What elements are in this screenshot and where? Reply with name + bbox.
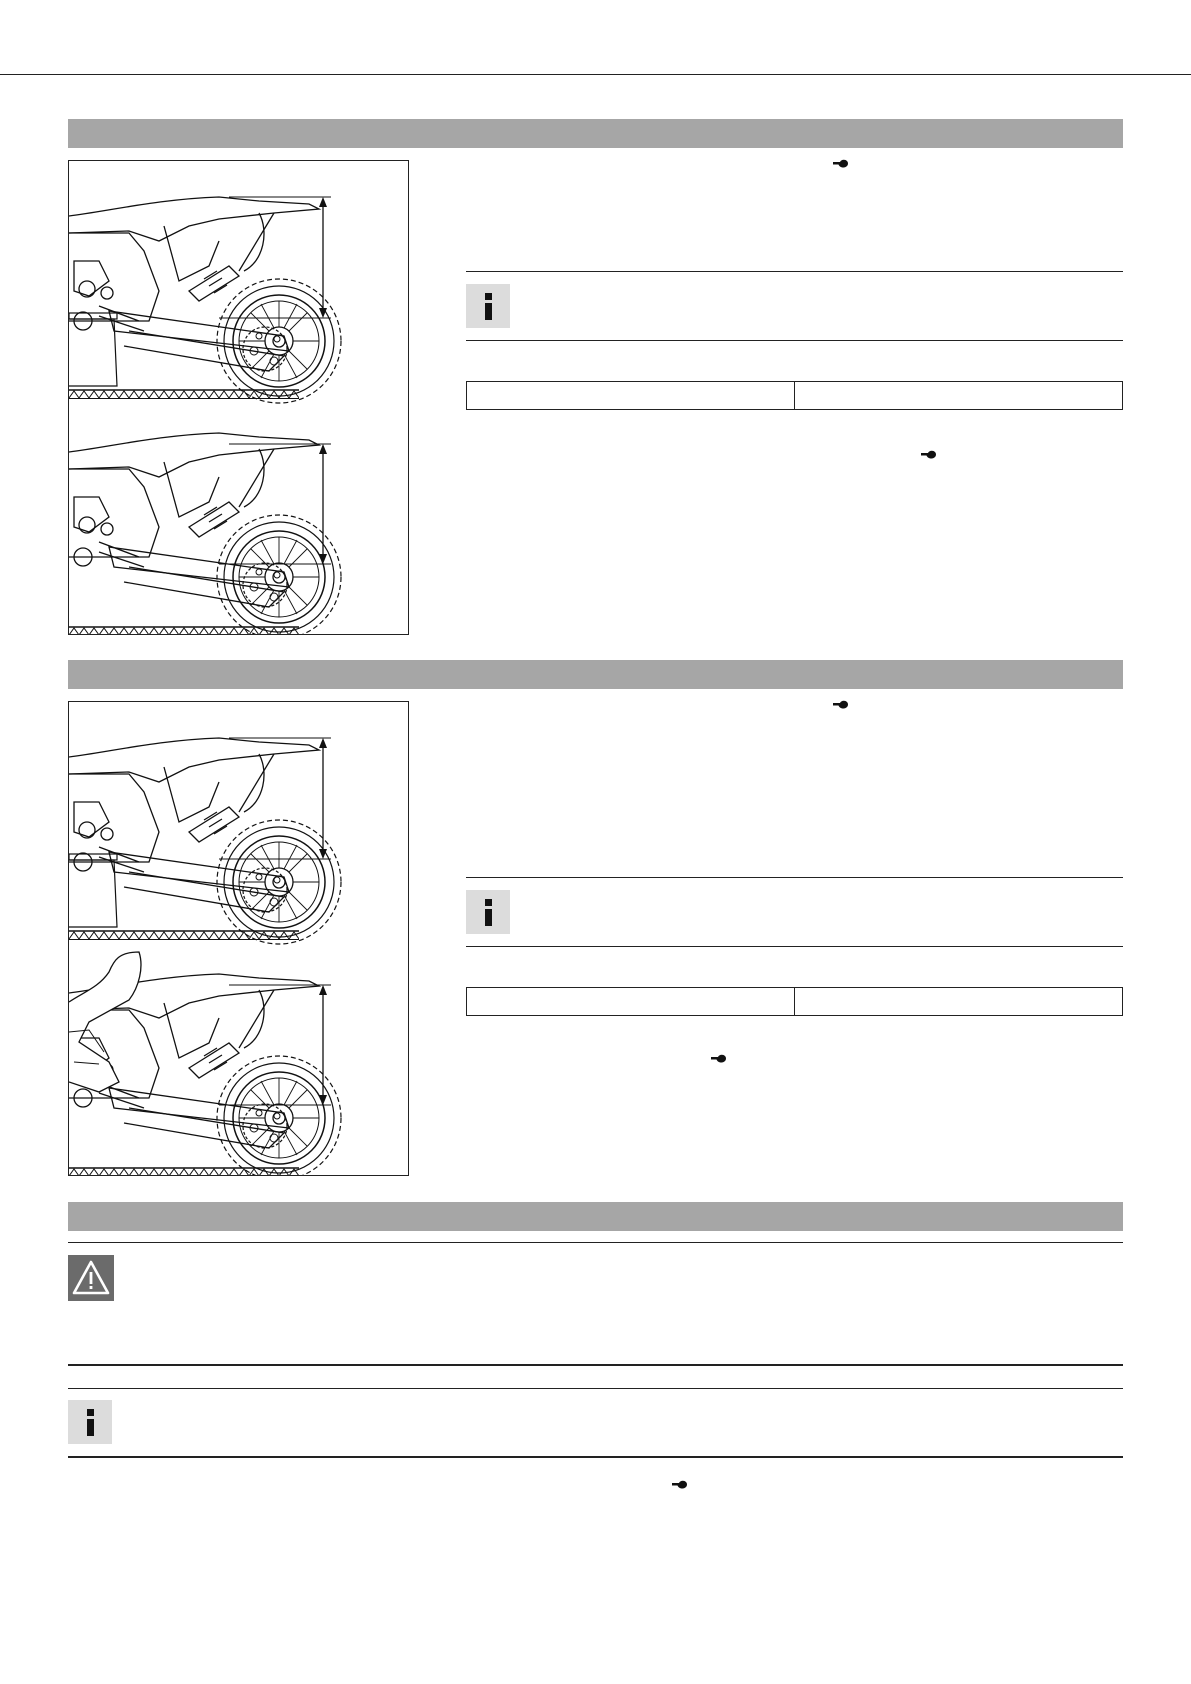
section-3-heading-bar <box>68 1202 1123 1231</box>
info-box-top-rule <box>68 1388 1123 1389</box>
warning-box-bottom-rule <box>68 1364 1123 1366</box>
spec-table <box>466 987 1123 1016</box>
info-box-bottom-rule <box>466 340 1123 341</box>
pointing-hand-icon <box>921 450 937 459</box>
section-1-figure <box>68 160 409 635</box>
section-2-figure <box>68 701 409 1176</box>
spec-table-value-cell <box>794 382 1122 409</box>
warning-triangle-icon <box>68 1255 114 1301</box>
spec-table <box>466 381 1123 410</box>
spec-table-label-cell <box>467 988 794 1015</box>
info-icon <box>68 1400 112 1444</box>
spec-table-value-cell <box>794 988 1122 1015</box>
section-2-heading-bar <box>68 660 1123 689</box>
pointing-hand-icon <box>833 700 849 709</box>
header-rule <box>0 74 1191 75</box>
info-icon <box>466 284 510 328</box>
pointing-hand-icon <box>711 1054 727 1063</box>
info-box-top-rule <box>466 877 1123 878</box>
pointing-hand-icon <box>833 159 849 168</box>
info-box-bottom-rule <box>466 946 1123 947</box>
static-sag-illustration <box>69 702 409 1176</box>
info-box-bottom-rule <box>68 1456 1123 1458</box>
info-icon <box>466 890 510 934</box>
spec-table-label-cell <box>467 382 794 409</box>
warning-box-top-rule <box>68 1242 1123 1243</box>
section-1-heading-bar <box>68 119 1123 148</box>
rear-sag-illustration <box>69 161 409 635</box>
info-box-top-rule <box>466 271 1123 272</box>
pointing-hand-icon <box>672 1480 688 1489</box>
